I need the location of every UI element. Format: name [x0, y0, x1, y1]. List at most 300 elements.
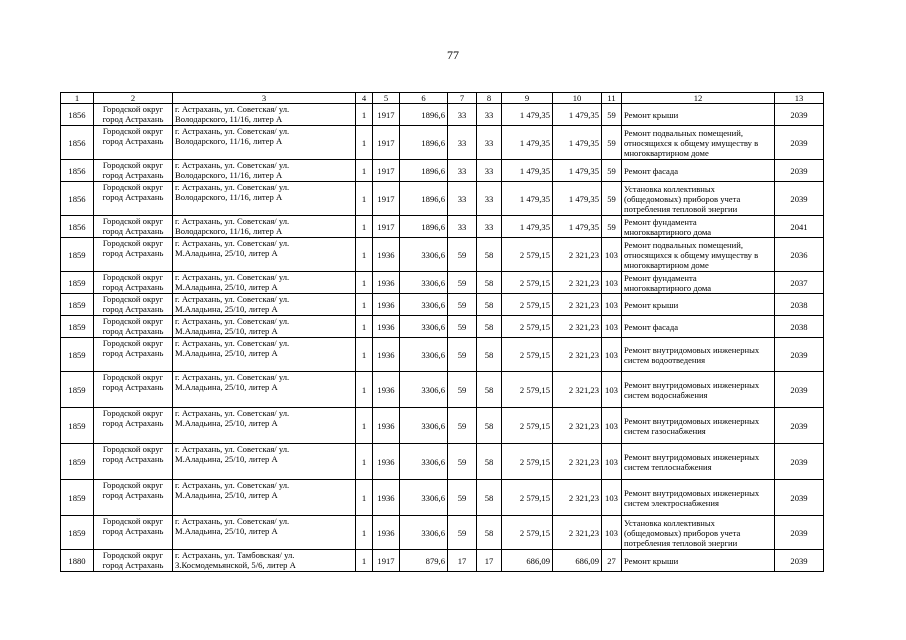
municipality-line: Городской округ: [102, 104, 164, 114]
row-number-cell: 1859: [61, 480, 94, 516]
address-line: г. Астрахань, ул. Советская/ ул.: [175, 182, 290, 192]
count-cell: 1: [356, 338, 373, 372]
apartments-residential-cell: 58: [477, 372, 502, 408]
municipality-line: Городской округ: [102, 272, 164, 282]
municipality-line: город Астрахань: [102, 248, 164, 258]
apartments-residential-cell: 58: [477, 516, 502, 550]
apartments-total-cell: 33: [448, 216, 477, 238]
row-number-cell: 1859: [61, 316, 94, 338]
residents-cell: 59: [602, 216, 622, 238]
work-type-line: (общедомовых) приборов учета: [624, 527, 741, 538]
address-line: г. Астрахань, ул. Советская/ ул.: [175, 516, 290, 526]
address-cell: [173, 444, 356, 480]
address-line: Володарского, 11/16, литер А: [175, 192, 283, 202]
column-header: 7: [448, 93, 477, 104]
work-type-cell: [622, 272, 775, 294]
address-cell: [173, 104, 356, 126]
work-type-cell: [622, 182, 775, 216]
apartments-total-cell: 59: [448, 516, 477, 550]
municipality-line: Городской округ: [102, 516, 164, 526]
area-residential-cell: 2 579,15: [502, 272, 553, 294]
row-number-cell: 1856: [61, 104, 94, 126]
work-type-line: Ремонт крыши: [624, 299, 679, 310]
area-residential-cell: 2 579,15: [502, 316, 553, 338]
work-type-cell: [622, 480, 775, 516]
work-type-line: систем газоснабжения: [624, 425, 706, 436]
address-cell: [173, 216, 356, 238]
address-line: М.Аладьина, 25/10, литер А: [175, 490, 278, 500]
address-cell: [173, 516, 356, 550]
address-cell: [173, 294, 356, 316]
year-built-cell: 1936: [373, 480, 400, 516]
area-private-cell: 1 479,35: [553, 182, 602, 216]
address-line: г. Астрахань, ул. Советская/ ул.: [175, 160, 290, 170]
municipality-line: Городской округ: [102, 160, 164, 170]
table-row: [61, 160, 824, 182]
row-number-cell: 1859: [61, 338, 94, 372]
total-area-cell: 3306,6: [400, 316, 448, 338]
work-type-cell: [622, 444, 775, 480]
address-cell: [173, 238, 356, 272]
total-area-cell: 3306,6: [400, 272, 448, 294]
address-line: М.Аладьина, 25/10, литер А: [175, 282, 278, 292]
residents-cell: 103: [602, 338, 622, 372]
apartments-total-cell: 33: [448, 160, 477, 182]
work-type-cell: [622, 238, 775, 272]
year-built-cell: 1936: [373, 338, 400, 372]
count-cell: 1: [356, 104, 373, 126]
registry-table: [60, 92, 824, 572]
municipality-line: город Астрахань: [102, 114, 164, 124]
count-cell: 1: [356, 182, 373, 216]
municipality-line: Городской округ: [102, 294, 164, 304]
area-residential-cell: 1 479,35: [502, 182, 553, 216]
year-built-cell: 1917: [373, 182, 400, 216]
column-header: 12: [622, 93, 775, 104]
work-type-cell: [622, 316, 775, 338]
address-cell: [173, 272, 356, 294]
area-private-cell: 686,09: [553, 550, 602, 572]
address-line: г. Астрахань, ул. Советская/ ул.: [175, 316, 290, 326]
count-cell: 1: [356, 372, 373, 408]
table-row: [61, 408, 824, 444]
total-area-cell: 3306,6: [400, 408, 448, 444]
address-line: г. Астрахань, ул. Советская/ ул.: [175, 216, 290, 226]
work-type-line: Ремонт фасада: [624, 165, 679, 176]
area-residential-cell: 2 579,15: [502, 480, 553, 516]
apartments-total-cell: 33: [448, 104, 477, 126]
area-private-cell: 1 479,35: [553, 216, 602, 238]
municipality-cell: [94, 104, 173, 126]
apartments-total-cell: 59: [448, 316, 477, 338]
table-row: [61, 238, 824, 272]
area-residential-cell: 2 579,15: [502, 516, 553, 550]
residents-cell: 59: [602, 104, 622, 126]
municipality-line: Городской округ: [102, 182, 164, 192]
count-cell: 1: [356, 444, 373, 480]
work-type-line: Ремонт внутридомовых инженерных: [624, 379, 760, 390]
address-line: М.Аладьина, 25/10, литер А: [175, 248, 278, 258]
row-number-cell: 1859: [61, 444, 94, 480]
area-private-cell: 2 321,23: [553, 444, 602, 480]
planned-year-cell: 2039: [775, 104, 824, 126]
municipality-cell: [94, 480, 173, 516]
address-cell: [173, 550, 356, 572]
work-type-line: Ремонт подвальных помещений,: [624, 239, 743, 250]
total-area-cell: 3306,6: [400, 238, 448, 272]
apartments-total-cell: 59: [448, 372, 477, 408]
table-row: [61, 372, 824, 408]
work-type-cell: [622, 516, 775, 550]
area-private-cell: 2 321,23: [553, 338, 602, 372]
area-private-cell: 2 321,23: [553, 294, 602, 316]
total-area-cell: 3306,6: [400, 480, 448, 516]
column-header: 3: [173, 93, 356, 104]
work-type-line: систем водоотведения: [624, 354, 706, 365]
work-type-line: многоквартирного дома: [624, 282, 712, 293]
municipality-line: город Астрахань: [102, 526, 164, 536]
planned-year-cell: 2039: [775, 182, 824, 216]
year-built-cell: 1936: [373, 408, 400, 444]
work-type-cell: [622, 160, 775, 182]
area-residential-cell: 2 579,15: [502, 372, 553, 408]
work-type-line: потребления тепловой энергии: [624, 537, 738, 548]
municipality-cell: [94, 316, 173, 338]
residents-cell: 103: [602, 444, 622, 480]
municipality-line: город Астрахань: [102, 454, 164, 464]
apartments-total-cell: 59: [448, 294, 477, 316]
municipality-cell: [94, 550, 173, 572]
area-private-cell: 1 479,35: [553, 126, 602, 160]
column-header: 4: [356, 93, 373, 104]
table-row: [61, 338, 824, 372]
work-type-line: Ремонт крыши: [624, 555, 679, 566]
total-area-cell: 3306,6: [400, 338, 448, 372]
residents-cell: 103: [602, 272, 622, 294]
municipality-line: Городской округ: [102, 444, 164, 454]
total-area-cell: 3306,6: [400, 294, 448, 316]
work-type-line: Ремонт внутридомовых инженерных: [624, 344, 760, 355]
address-line: г. Астрахань, ул. Советская/ ул.: [175, 126, 290, 136]
area-private-cell: 2 321,23: [553, 516, 602, 550]
residents-cell: 103: [602, 480, 622, 516]
table-row: [61, 216, 824, 238]
municipality-line: Городской округ: [102, 238, 164, 248]
year-built-cell: 1917: [373, 104, 400, 126]
area-private-cell: 2 321,23: [553, 480, 602, 516]
apartments-total-cell: 59: [448, 238, 477, 272]
address-line: М.Аладьина, 25/10, литер А: [175, 526, 278, 536]
count-cell: 1: [356, 480, 373, 516]
table-row: [61, 182, 824, 216]
municipality-line: город Астрахань: [102, 192, 164, 202]
planned-year-cell: 2039: [775, 516, 824, 550]
area-private-cell: 2 321,23: [553, 238, 602, 272]
total-area-cell: 1896,6: [400, 216, 448, 238]
apartments-total-cell: 59: [448, 480, 477, 516]
year-built-cell: 1917: [373, 160, 400, 182]
planned-year-cell: 2039: [775, 160, 824, 182]
address-line: З.Космодемьянской, 5/6, литер А: [175, 560, 296, 570]
count-cell: 1: [356, 408, 373, 444]
count-cell: 1: [356, 272, 373, 294]
table-row: [61, 516, 824, 550]
table-row: [61, 444, 824, 480]
municipality-line: город Астрахань: [102, 170, 164, 180]
total-area-cell: 879,6: [400, 550, 448, 572]
column-header: 10: [553, 93, 602, 104]
apartments-residential-cell: 58: [477, 272, 502, 294]
apartments-residential-cell: 33: [477, 182, 502, 216]
residents-cell: 103: [602, 372, 622, 408]
year-built-cell: 1936: [373, 372, 400, 408]
apartments-residential-cell: 33: [477, 126, 502, 160]
planned-year-cell: 2039: [775, 480, 824, 516]
work-type-cell: [622, 126, 775, 160]
column-number-row: [61, 93, 824, 104]
work-type-cell: [622, 408, 775, 444]
address-line: г. Астрахань, ул. Тамбовская/ ул.: [175, 550, 295, 560]
address-line: Володарского, 11/16, литер А: [175, 114, 283, 124]
count-cell: 1: [356, 516, 373, 550]
apartments-residential-cell: 33: [477, 104, 502, 126]
work-type-line: Ремонт фасада: [624, 321, 679, 332]
address-cell: [173, 338, 356, 372]
year-built-cell: 1936: [373, 316, 400, 338]
apartments-total-cell: 59: [448, 444, 477, 480]
apartments-total-cell: 33: [448, 126, 477, 160]
municipality-cell: [94, 516, 173, 550]
year-built-cell: 1917: [373, 126, 400, 160]
year-built-cell: 1936: [373, 238, 400, 272]
row-number-cell: 1880: [61, 550, 94, 572]
area-residential-cell: 2 579,15: [502, 444, 553, 480]
municipality-cell: [94, 408, 173, 444]
work-type-cell: [622, 550, 775, 572]
work-type-line: Ремонт фундамента: [624, 272, 697, 283]
municipality-cell: [94, 294, 173, 316]
municipality-line: город Астрахань: [102, 326, 164, 336]
municipality-cell: [94, 182, 173, 216]
apartments-residential-cell: 58: [477, 316, 502, 338]
address-cell: [173, 408, 356, 444]
table-row: [61, 126, 824, 160]
area-residential-cell: 686,09: [502, 550, 553, 572]
address-line: г. Астрахань, ул. Советская/ ул.: [175, 104, 290, 114]
planned-year-cell: 2039: [775, 126, 824, 160]
municipality-line: Городской округ: [102, 316, 164, 326]
municipality-line: Городской округ: [102, 216, 164, 226]
residents-cell: 59: [602, 182, 622, 216]
planned-year-cell: 2038: [775, 316, 824, 338]
row-number-cell: 1856: [61, 126, 94, 160]
area-residential-cell: 2 579,15: [502, 238, 553, 272]
address-line: М.Аладьина, 25/10, литер А: [175, 418, 278, 428]
municipality-cell: [94, 272, 173, 294]
row-number-cell: 1859: [61, 272, 94, 294]
work-type-line: Ремонт фундамента: [624, 216, 697, 227]
column-header: 11: [602, 93, 622, 104]
address-line: г. Астрахань, ул. Советская/ ул.: [175, 338, 290, 348]
count-cell: 1: [356, 126, 373, 160]
address-cell: [173, 182, 356, 216]
area-private-cell: 1 479,35: [553, 160, 602, 182]
area-residential-cell: 1 479,35: [502, 160, 553, 182]
work-type-line: относящихся к общему имуществу в: [624, 249, 759, 260]
table-row: [61, 272, 824, 294]
row-number-cell: 1859: [61, 238, 94, 272]
total-area-cell: 1896,6: [400, 182, 448, 216]
address-line: М.Аладьина, 25/10, литер А: [175, 326, 278, 336]
apartments-total-cell: 59: [448, 272, 477, 294]
apartments-total-cell: 33: [448, 182, 477, 216]
area-residential-cell: 1 479,35: [502, 104, 553, 126]
column-header: 5: [373, 93, 400, 104]
work-type-line: систем водоснабжения: [624, 389, 708, 400]
column-header: 2: [94, 93, 173, 104]
residents-cell: 103: [602, 238, 622, 272]
residents-cell: 59: [602, 160, 622, 182]
planned-year-cell: 2039: [775, 444, 824, 480]
apartments-residential-cell: 58: [477, 480, 502, 516]
apartments-residential-cell: 33: [477, 160, 502, 182]
work-type-cell: [622, 372, 775, 408]
total-area-cell: 3306,6: [400, 372, 448, 408]
municipality-cell: [94, 160, 173, 182]
work-type-cell: [622, 338, 775, 372]
planned-year-cell: 2039: [775, 338, 824, 372]
apartments-residential-cell: 58: [477, 338, 502, 372]
table-row: [61, 104, 824, 126]
year-built-cell: 1936: [373, 272, 400, 294]
municipality-line: город Астрахань: [102, 226, 164, 236]
municipality-line: город Астрахань: [102, 382, 164, 392]
apartments-residential-cell: 58: [477, 408, 502, 444]
row-number-cell: 1856: [61, 182, 94, 216]
table-row: [61, 480, 824, 516]
work-type-line: Ремонт крыши: [624, 109, 679, 120]
area-private-cell: 1 479,35: [553, 104, 602, 126]
municipality-cell: [94, 372, 173, 408]
work-type-line: многоквартирного дома: [624, 226, 712, 237]
area-residential-cell: 1 479,35: [502, 126, 553, 160]
apartments-total-cell: 59: [448, 338, 477, 372]
residents-cell: 103: [602, 316, 622, 338]
column-header: 8: [477, 93, 502, 104]
address-line: г. Астрахань, ул. Советская/ ул.: [175, 408, 290, 418]
work-type-line: многоквартирном доме: [624, 147, 709, 158]
apartments-total-cell: 59: [448, 408, 477, 444]
count-cell: 1: [356, 238, 373, 272]
apartments-residential-cell: 58: [477, 294, 502, 316]
column-header: 9: [502, 93, 553, 104]
planned-year-cell: 2037: [775, 272, 824, 294]
column-header: 6: [400, 93, 448, 104]
area-private-cell: 2 321,23: [553, 372, 602, 408]
column-header: 1: [61, 93, 94, 104]
address-line: г. Астрахань, ул. Советская/ ул.: [175, 272, 290, 282]
planned-year-cell: 2038: [775, 294, 824, 316]
area-residential-cell: 1 479,35: [502, 216, 553, 238]
area-residential-cell: 2 579,15: [502, 408, 553, 444]
area-private-cell: 2 321,23: [553, 408, 602, 444]
municipality-line: город Астрахань: [102, 282, 164, 292]
count-cell: 1: [356, 160, 373, 182]
year-built-cell: 1917: [373, 550, 400, 572]
apartments-residential-cell: 33: [477, 216, 502, 238]
municipality-cell: [94, 216, 173, 238]
year-built-cell: 1936: [373, 516, 400, 550]
municipality-cell: [94, 338, 173, 372]
planned-year-cell: 2039: [775, 372, 824, 408]
residents-cell: 103: [602, 408, 622, 444]
work-type-line: Ремонт подвальных помещений,: [624, 127, 743, 138]
row-number-cell: 1856: [61, 216, 94, 238]
municipality-line: город Астрахань: [102, 418, 164, 428]
count-cell: 1: [356, 316, 373, 338]
address-cell: [173, 372, 356, 408]
total-area-cell: 1896,6: [400, 126, 448, 160]
municipality-line: Городской округ: [102, 372, 164, 382]
total-area-cell: 1896,6: [400, 104, 448, 126]
address-cell: [173, 126, 356, 160]
apartments-residential-cell: 17: [477, 550, 502, 572]
residents-cell: 59: [602, 126, 622, 160]
address-line: г. Астрахань, ул. Советская/ ул.: [175, 238, 290, 248]
work-type-line: Ремонт внутридомовых инженерных: [624, 415, 760, 426]
count-cell: 1: [356, 216, 373, 238]
planned-year-cell: 2039: [775, 408, 824, 444]
table-row: [61, 550, 824, 572]
year-built-cell: 1936: [373, 294, 400, 316]
work-type-line: многоквартирном доме: [624, 259, 709, 270]
municipality-line: Городской округ: [102, 338, 164, 348]
area-private-cell: 2 321,23: [553, 272, 602, 294]
total-area-cell: 3306,6: [400, 516, 448, 550]
area-residential-cell: 2 579,15: [502, 338, 553, 372]
planned-year-cell: 2036: [775, 238, 824, 272]
municipality-line: Городской округ: [102, 480, 164, 490]
apartments-residential-cell: 58: [477, 444, 502, 480]
work-type-line: Установка коллективных: [624, 183, 715, 194]
address-line: г. Астрахань, ул. Советская/ ул.: [175, 294, 290, 304]
area-residential-cell: 2 579,15: [502, 294, 553, 316]
year-built-cell: 1936: [373, 444, 400, 480]
planned-year-cell: 2039: [775, 550, 824, 572]
work-type-cell: [622, 294, 775, 316]
work-type-line: Ремонт внутридомовых инженерных: [624, 487, 760, 498]
count-cell: 1: [356, 550, 373, 572]
address-line: Володарского, 11/16, литер А: [175, 226, 283, 236]
municipality-cell: [94, 444, 173, 480]
residents-cell: 103: [602, 516, 622, 550]
row-number-cell: 1856: [61, 160, 94, 182]
work-type-cell: [622, 216, 775, 238]
address-line: М.Аладьина, 25/10, литер А: [175, 454, 278, 464]
address-line: г. Астрахань, ул. Советская/ ул.: [175, 480, 290, 490]
area-private-cell: 2 321,23: [553, 316, 602, 338]
page-number: 77: [447, 48, 459, 62]
work-type-line: Ремонт внутридомовых инженерных: [624, 451, 760, 462]
municipality-line: город Астрахань: [102, 136, 164, 146]
address-cell: [173, 480, 356, 516]
count-cell: 1: [356, 294, 373, 316]
work-type-line: относящихся к общему имуществу в: [624, 137, 759, 148]
address-line: г. Астрахань, ул. Советская/ ул.: [175, 372, 290, 382]
row-number-cell: 1859: [61, 516, 94, 550]
residents-cell: 27: [602, 550, 622, 572]
municipality-line: город Астрахань: [102, 304, 164, 314]
